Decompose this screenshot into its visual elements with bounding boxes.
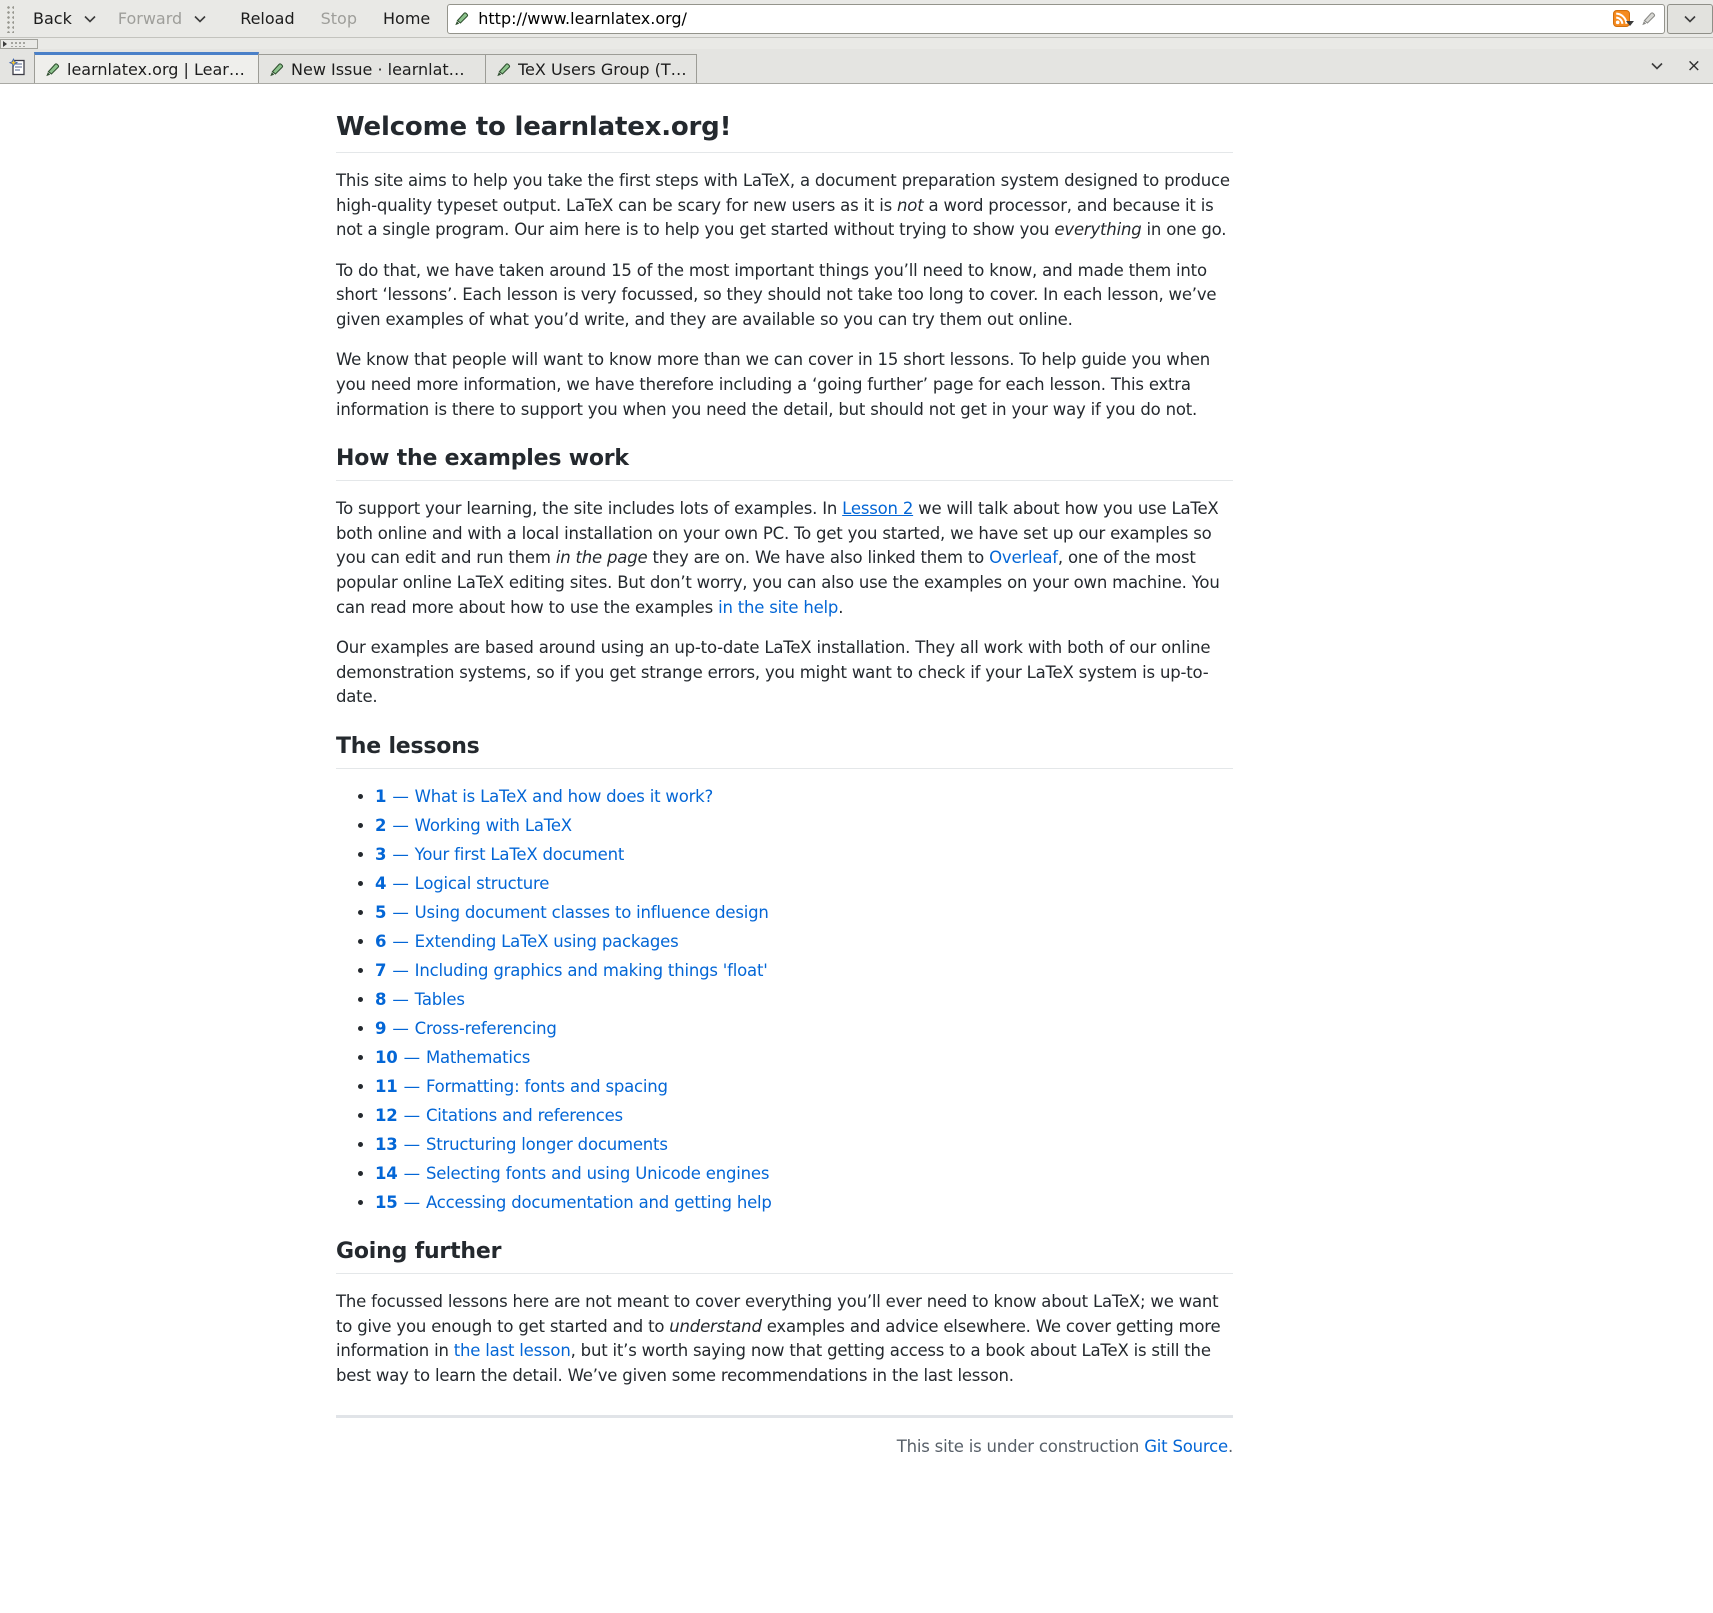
- lesson-number: 13: [375, 1134, 398, 1154]
- grip-dots-icon: [10, 41, 26, 47]
- lesson-title: Including graphics and making things 'float': [414, 960, 768, 980]
- lesson-number: 3: [375, 844, 387, 864]
- page-content: [336, 84, 1233, 1459]
- lesson-separator: —: [387, 873, 414, 893]
- collapsed-toolbar-strip: [0, 38, 1713, 49]
- emphasized-text: in the page: [555, 548, 648, 568]
- lesson-list-item: [375, 843, 1233, 868]
- lesson-list-item: [375, 1075, 1233, 1100]
- lesson-title: Cross-referencing: [414, 1018, 557, 1038]
- lesson-link[interactable]: [375, 1077, 668, 1096]
- lesson-title: Using document classes to influence design: [414, 902, 769, 922]
- url-bar: [447, 4, 1665, 34]
- lesson-number: 11: [375, 1076, 398, 1096]
- lesson-list-item: [375, 930, 1233, 955]
- lesson-link[interactable]: [375, 816, 572, 835]
- lesson-link[interactable]: [375, 1048, 530, 1067]
- browser-tab[interactable]: [485, 54, 697, 83]
- lesson-title: Your first LaTeX document: [414, 844, 625, 864]
- lesson-title: Logical structure: [414, 873, 550, 893]
- lesson-number: 1: [375, 786, 387, 806]
- lesson-list-item: [375, 814, 1233, 839]
- lesson-link[interactable]: [375, 1106, 623, 1125]
- lesson-list-item: [375, 1162, 1233, 1187]
- section-heading-lessons: The lessons: [336, 734, 1233, 769]
- lesson-separator: —: [387, 902, 414, 922]
- chevron-down-icon: [194, 15, 206, 23]
- lesson-title: Tables: [414, 989, 465, 1009]
- lesson-separator: —: [387, 815, 414, 835]
- lesson-title: Mathematics: [425, 1047, 531, 1067]
- lesson-list-item: [375, 1191, 1233, 1216]
- navigation-toolbar: [0, 0, 1713, 38]
- lesson-link[interactable]: [375, 932, 679, 951]
- back-history-dropdown[interactable]: [79, 4, 101, 34]
- page-bookmark-pencil-icon: [44, 61, 61, 78]
- tab-label: New Issue · learnlat…: [291, 59, 465, 79]
- lessons-intro-paragraph: To do that, we have taken around 15 of the most important things you’ll need to know, and made them into short ‘lessons’. Each lesson is very focussed, so they should not take too long to cover. In each lesson, we’ve given examples of what you’d write, and they are available so you can try them out online.: [336, 260, 1217, 329]
- tab-list-dropdown-icon[interactable]: [1651, 62, 1663, 70]
- browser-tab[interactable]: [258, 54, 486, 83]
- section-heading-examples: How the examples work: [336, 446, 1233, 481]
- page-title: Welcome to learnlatex.org!: [336, 112, 1233, 153]
- tab-label: learnlatex.org | Lear…: [67, 59, 245, 79]
- lesson-separator: —: [387, 931, 414, 951]
- lesson-number: 7: [375, 960, 387, 980]
- lesson-separator: —: [387, 786, 414, 806]
- page-bookmark-pencil-icon[interactable]: [453, 10, 470, 27]
- back-button[interactable]: Back: [26, 4, 79, 34]
- forward-history-dropdown[interactable]: [189, 4, 211, 34]
- lesson-list-item: [375, 1017, 1233, 1042]
- forward-button[interactable]: Forward: [111, 4, 189, 34]
- lesson-title: Extending LaTeX using packages: [414, 931, 679, 951]
- close-tab-icon[interactable]: ×: [1686, 55, 1701, 76]
- lesson-separator: —: [387, 1018, 414, 1038]
- toolbar-grippy-handle[interactable]: [5, 4, 14, 33]
- lesson-list-item: [375, 872, 1233, 897]
- lesson-title: Selecting fonts and using Unicode engines: [425, 1163, 770, 1183]
- toolbar-expander[interactable]: [0, 39, 38, 49]
- lesson-list-item: [375, 988, 1233, 1013]
- lesson-number: 2: [375, 815, 387, 835]
- lesson-list-item: [375, 959, 1233, 984]
- lesson-link[interactable]: [375, 961, 768, 980]
- lesson-separator: —: [398, 1047, 425, 1067]
- page-bookmark-pencil-icon: [495, 61, 512, 78]
- lesson-separator: —: [398, 1134, 425, 1154]
- page-icon: [8, 57, 28, 77]
- lesson-title: Working with LaTeX: [414, 815, 572, 835]
- emphasized-text: everything: [1054, 220, 1142, 240]
- text-link[interactable]: Git Source: [1144, 1436, 1228, 1456]
- rss-dropdown-arrow-icon: [1626, 21, 1634, 26]
- browser-tab[interactable]: [34, 52, 259, 83]
- lesson-separator: —: [398, 1163, 425, 1183]
- lesson-separator: —: [398, 1192, 425, 1212]
- section-heading-further: Going further: [336, 1239, 1233, 1274]
- lesson-number: 15: [375, 1192, 398, 1212]
- stop-button[interactable]: Stop: [314, 4, 364, 34]
- reload-button[interactable]: Reload: [233, 4, 301, 34]
- emphasized-text: understand: [669, 1316, 762, 1336]
- new-tab-icon[interactable]: [6, 55, 30, 79]
- text-link[interactable]: Overleaf: [989, 548, 1058, 568]
- url-history-dropdown-button[interactable]: [1667, 4, 1713, 34]
- lesson-number: 9: [375, 1018, 387, 1038]
- footer-note: This site is under construction Git Source.: [896, 1436, 1233, 1456]
- lesson-number: 12: [375, 1105, 398, 1125]
- rss-feed-icon[interactable]: [1613, 10, 1634, 27]
- lesson-number: 4: [375, 873, 387, 893]
- lesson-number: 6: [375, 931, 387, 951]
- text-link[interactable]: the last lesson: [453, 1341, 571, 1361]
- lesson-list-item: [375, 1133, 1233, 1158]
- lesson-number: 14: [375, 1163, 398, 1183]
- lesson-title: Structuring longer documents: [425, 1134, 668, 1154]
- url-input[interactable]: [476, 8, 1613, 29]
- lesson-number: 10: [375, 1047, 398, 1067]
- chevron-down-icon: [1684, 15, 1696, 23]
- lesson-link[interactable]: [375, 1164, 769, 1183]
- text-link[interactable]: Lesson 2: [842, 499, 914, 519]
- intro-paragraph: This site aims to help you take the first steps with LaTeX, a document preparation system designed to produce high-quality typeset output. LaTeX can be scary for new users as it is not a word processor, and because it is not a single program. Our aim here is to help you get started without trying to show you everything in one go.: [336, 171, 1230, 240]
- tab-bar: [0, 49, 1713, 84]
- lesson-title: Accessing documentation and getting help: [425, 1192, 772, 1212]
- lesson-list-item: [375, 1104, 1233, 1129]
- expand-arrow-icon: [3, 41, 7, 47]
- lesson-link[interactable]: [375, 903, 769, 922]
- lesson-title: Formatting: fonts and spacing: [425, 1076, 668, 1096]
- lesson-link[interactable]: [375, 787, 713, 806]
- uptodate-paragraph: Our examples are based around using an up-to-date LaTeX installation. They all work with both of our online demonstration systems, so if you get strange errors, you might want to check if your LaTeX system is up-to-date.: [336, 638, 1211, 707]
- lesson-link[interactable]: [375, 990, 465, 1009]
- footer-divider: [336, 1415, 1233, 1418]
- lesson-list: [336, 785, 1233, 1216]
- add-bookmark-pencil-icon[interactable]: [1640, 10, 1657, 27]
- lesson-separator: —: [387, 989, 414, 1009]
- examples-paragraph: To support your learning, the site includes lots of examples. In Lesson 2 we will talk about how you use LaTeX both online and with a local installation on your own PC. To get you started, we have set up our examples so you can edit and run them in the page they are on. We have also linked them to Overleaf, one of the most popular online LaTeX editing sites. But don’t worry, you can also use the examples on your own machine. You can read more about how to use the examples in the site help.: [336, 499, 1220, 617]
- lesson-link[interactable]: [375, 874, 549, 893]
- going-further-intro-paragraph: We know that people will want to know more than we can cover in 15 short lessons. To help guide you when you need more information, we have therefore including a ‘going further’ page for each lesson. This extra information is there to support you when you need the detail, but should not get in your way if you do not.: [336, 350, 1211, 419]
- lesson-link[interactable]: [375, 1193, 772, 1212]
- chevron-down-icon: [84, 15, 96, 23]
- lesson-title: What is LaTeX and how does it work?: [414, 786, 714, 806]
- text-link[interactable]: in the site help: [718, 597, 839, 617]
- lesson-separator: —: [387, 844, 414, 864]
- lesson-number: 5: [375, 902, 387, 922]
- home-button[interactable]: Home: [376, 4, 437, 34]
- lesson-separator: —: [398, 1076, 425, 1096]
- lesson-number: 8: [375, 989, 387, 1009]
- lesson-list-item: [375, 785, 1233, 810]
- lesson-link[interactable]: [375, 1019, 557, 1038]
- tab-strip: [34, 49, 696, 83]
- lesson-link[interactable]: [375, 1135, 668, 1154]
- lesson-list-item: [375, 901, 1233, 926]
- lesson-link[interactable]: [375, 845, 624, 864]
- further-paragraph: The focussed lessons here are not meant to cover everything you’ll ever need to know about LaTeX; we want to give you enough to get started and to understand examples and advice elsewhere. We cover getting more information in the last lesson, but it’s worth saying now that getting access to a book about LaTeX is still the best way to learn the detail. We’ve given some recommendations in the last lesson.: [336, 1292, 1221, 1386]
- page-bookmark-pencil-icon: [268, 61, 285, 78]
- chevron-down-icon: [1651, 62, 1663, 70]
- browser-window: [0, 0, 1713, 84]
- lesson-list-item: [375, 1046, 1233, 1071]
- lesson-separator: —: [387, 960, 414, 980]
- tab-label: TeX Users Group (T…: [518, 59, 687, 79]
- tab-bar-controls: [1651, 49, 1701, 83]
- emphasized-text: not: [897, 195, 924, 215]
- lesson-title: Citations and references: [425, 1105, 623, 1125]
- lesson-separator: —: [398, 1105, 425, 1125]
